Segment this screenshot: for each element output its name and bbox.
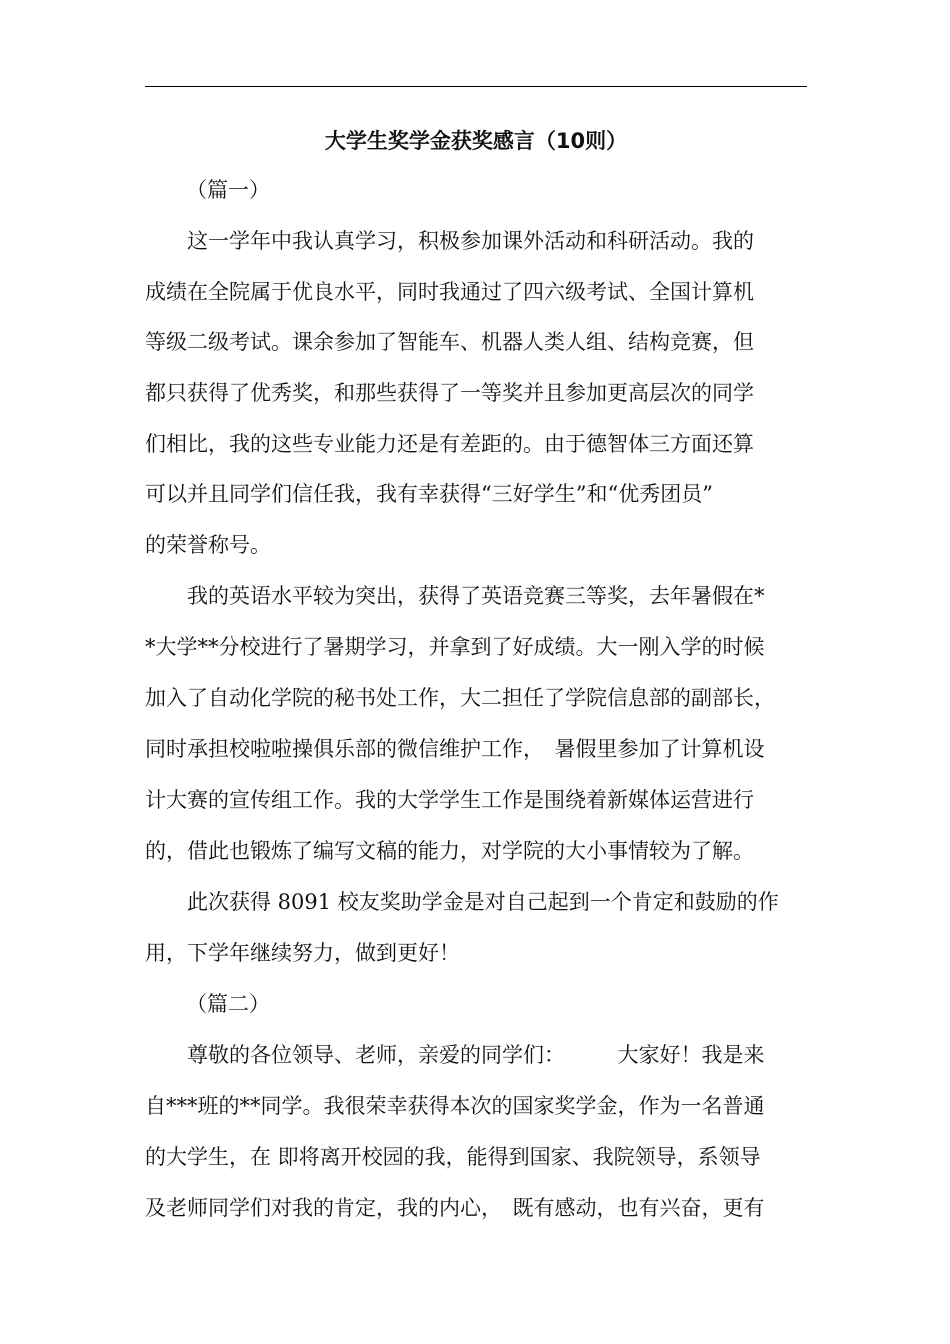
paragraph-line: 此次获得 8091 校友奖助学金是对自己起到一个肯定和鼓励的作 bbox=[145, 890, 779, 914]
paragraph-line: 成绩在全院属于优良水平，同时我通过了四六级考试、全国计算机 bbox=[145, 280, 754, 304]
paragraph-line: 用，下学年继续努力，做到更好！ bbox=[145, 941, 460, 965]
document-title: 大学生奖学金获奖感言（10则） bbox=[324, 129, 628, 153]
paragraph-line: 尊敬的各位领导、老师，亲爱的同学们： 大家好！我是来 bbox=[145, 1043, 765, 1067]
paragraph-line: 计大赛的宣传组工作。我的大学学生工作是围绕着新媒体运营进行 bbox=[145, 788, 754, 812]
paragraph-line: 加入了自动化学院的秘书处工作，大二担任了学院信息部的副部长， bbox=[145, 686, 775, 710]
paragraph-line: 自***班的**同学。我很荣幸获得本次的国家奖学金，作为一名普通 bbox=[145, 1094, 765, 1118]
paragraph-line: 我的英语水平较为突出，获得了英语竞赛三等奖，去年暑假在* bbox=[145, 584, 765, 608]
paragraph-line: 及老师同学们对我的肯定，我的内心， 既有感动，也有兴奋，更有 bbox=[145, 1196, 765, 1220]
section-heading: （篇二） bbox=[186, 992, 270, 1016]
paragraph-line: 们相比，我的这些专业能力还是有差距的。由于德智体三方面还算 bbox=[145, 432, 754, 456]
paragraph-line: 可以并且同学们信任我，我有幸获得“三好学生”和“优秀团员” bbox=[145, 482, 713, 506]
paragraph-line: 的荣誉称号。 bbox=[145, 533, 271, 557]
paragraph-line: 的大学生，在 即将离开校园的我，能得到国家、我院领导，系领导 bbox=[145, 1145, 761, 1169]
paragraph-line: 等级二级考试。课余参加了智能车、机器人类人组、结构竞赛，但 bbox=[145, 330, 754, 354]
section-heading: （篇一） bbox=[186, 178, 270, 202]
paragraph-line: 同时承担校啦啦操俱乐部的微信维护工作， 暑假里参加了计算机设 bbox=[145, 737, 765, 761]
paragraph-line: 都只获得了优秀奖，和那些获得了一等奖并且参加更高层次的同学 bbox=[145, 381, 754, 405]
paragraph-line: 这一学年中我认真学习，积极参加课外活动和科研活动。我的 bbox=[145, 229, 754, 253]
header-rule bbox=[145, 86, 807, 87]
paragraph-line: *大学**分校进行了暑期学习，并拿到了好成绩。大一刚入学的时候 bbox=[145, 635, 765, 659]
paragraph-line: 的，借此也锻炼了编写文稿的能力，对学院的大小事情较为了解。 bbox=[145, 839, 754, 863]
